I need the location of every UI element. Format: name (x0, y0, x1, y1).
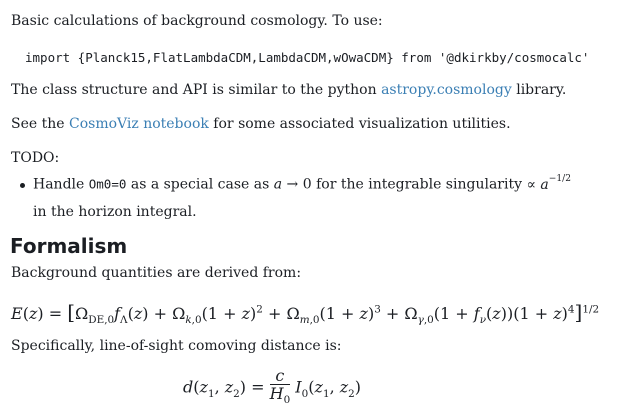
viz-line (11, 116, 511, 132)
todo-item-line2: in the horizon integral. (33, 204, 197, 220)
background-text: Background quantities are derived from: (11, 265, 302, 281)
viz-line-before: See the (11, 116, 69, 132)
api-line (11, 82, 566, 98)
todo-middle: as a special case as (126, 176, 274, 193)
todo-prefix: Handle (33, 176, 89, 193)
todo-rest: for the integrable singularity (311, 176, 527, 193)
hubble-equation: $E(z) = [\Omega_{DE,0}f_\Lambda(z) + \Omega_{k,0}(1 + z)^2 + \Omega_{m,0}(1 + z)^3 + \Omega_{\gamma,0}(1 + f_\nu(z))(1 + z)^4]^{1/2}$ (11, 300, 600, 327)
astropy-link[interactable]: astropy.cosmology (381, 82, 512, 98)
los-text: Specifically, line-of-sight comoving distance is: (11, 338, 342, 354)
api-line-before: The class structure and API is similar to the python (11, 82, 382, 98)
api-line-after: library. (511, 82, 567, 98)
cosmoviz-link[interactable]: CosmoViz notebook (69, 116, 209, 132)
limit-math: a → 0 (273, 176, 312, 193)
proportional-math: ∝ $a^{-1/2}$ (526, 174, 572, 193)
distance-equation: $d(z_1$, $z_2$) = $\frac{c}{H_0}$ $I_0(z_1$, $z_2$) (183, 367, 361, 409)
import-code: import {Planck15,FlatLambdaCDM,LambdaCDM,wOwaCDM} from '@dkirkby/cosmocalc' (25, 50, 590, 65)
intro-text: Basic calculations of background cosmology. To use: (11, 13, 383, 29)
viz-line-after: for some associated visualization utilities. (208, 116, 511, 132)
om0-code: Om0=0 (88, 176, 127, 192)
formalism-heading: Formalism (10, 234, 128, 258)
c-over-h0-fraction: $\frac{c}{H_0}$ (269, 366, 291, 407)
todo-label: TODO: (11, 150, 60, 166)
todo-item (33, 176, 571, 193)
bullet-marker (20, 183, 25, 188)
